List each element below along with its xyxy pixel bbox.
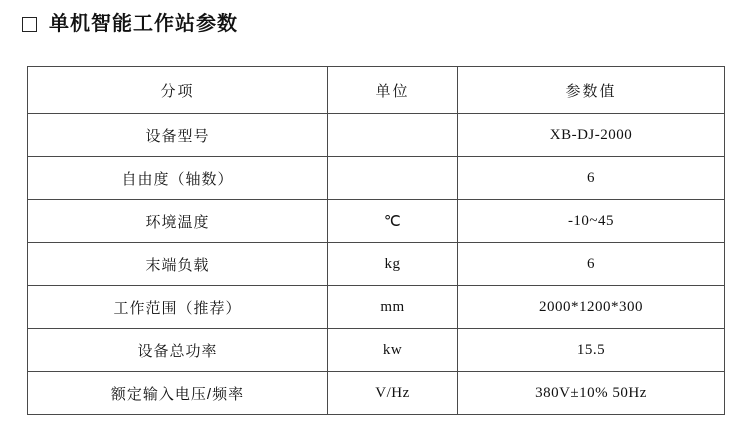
row-unit xyxy=(328,114,458,157)
table-row xyxy=(28,200,725,243)
page-title-text: 单机智能工作站参数 xyxy=(49,13,238,35)
column-header-item: 分项 xyxy=(28,67,328,114)
row-value: 2000*1200*300 xyxy=(458,286,725,329)
row-item: 设备型号 xyxy=(28,114,328,157)
table-row xyxy=(28,329,725,372)
page-title xyxy=(0,0,750,38)
table-row xyxy=(28,114,725,157)
square-bullet-icon xyxy=(22,17,37,32)
row-unit: kg xyxy=(328,243,458,286)
row-item: 自由度（轴数） xyxy=(28,157,328,200)
table-row xyxy=(28,157,725,200)
table-row xyxy=(28,243,725,286)
table-header-row xyxy=(28,67,725,114)
parameters-table xyxy=(27,66,725,415)
table-row xyxy=(28,372,725,415)
row-item: 设备总功率 xyxy=(28,329,328,372)
row-value: XB-DJ-2000 xyxy=(458,114,725,157)
column-header-unit: 单位 xyxy=(328,67,458,114)
column-header-value: 参数值 xyxy=(458,67,725,114)
row-item: 末端负载 xyxy=(28,243,328,286)
row-value: 380V±10% 50Hz xyxy=(458,372,725,415)
row-value: 6 xyxy=(458,243,725,286)
row-unit: V/Hz xyxy=(328,372,458,415)
row-value: 6 xyxy=(458,157,725,200)
row-unit xyxy=(328,157,458,200)
row-item: 额定输入电压/频率 xyxy=(28,372,328,415)
parameters-table-container xyxy=(27,66,724,415)
table-row xyxy=(28,286,725,329)
row-value: -10~45 xyxy=(458,200,725,243)
row-unit: kw xyxy=(328,329,458,372)
row-item: 环境温度 xyxy=(28,200,328,243)
row-item: 工作范围（推荐） xyxy=(28,286,328,329)
row-unit: ℃ xyxy=(328,200,458,243)
row-value: 15.5 xyxy=(458,329,725,372)
row-unit: mm xyxy=(328,286,458,329)
